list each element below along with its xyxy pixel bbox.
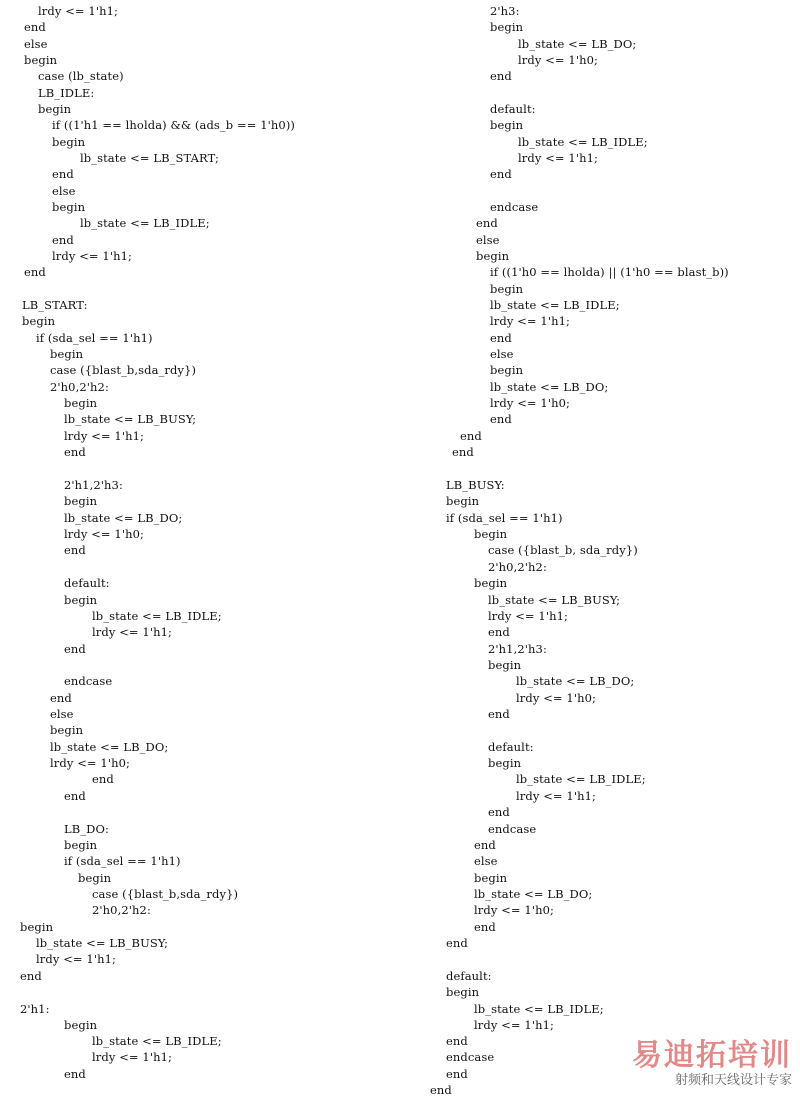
code-line: lb_state <= LB_IDLE; [80, 216, 210, 230]
code-line: else [52, 184, 76, 198]
code-line: lrdy <= 1'h1; [92, 1050, 172, 1064]
code-line: lrdy <= 1'h0; [64, 527, 144, 541]
code-line: 2'h1,2'h3: [64, 478, 123, 492]
code-line: default: [64, 576, 110, 590]
code-line: lb_state <= LB_IDLE; [518, 135, 648, 149]
code-line: begin [22, 314, 56, 328]
code-line: LB_BUSY: [446, 478, 505, 492]
code-line: LB_DO: [64, 822, 109, 836]
code-line: end [64, 642, 86, 656]
code-line: endcase [490, 200, 539, 214]
watermark-title: 易迪拓培训 [632, 1038, 792, 1073]
code-line: end [50, 691, 72, 705]
code-line: end [488, 707, 510, 721]
code-line: begin [52, 200, 86, 214]
code-line: lrdy <= 1'h1; [64, 429, 144, 443]
code-line: begin [474, 576, 508, 590]
code-line: else [24, 37, 48, 51]
code-line: case (lb_state) [38, 69, 124, 83]
code-line: begin [490, 20, 524, 34]
code-line: default: [488, 740, 534, 754]
code-line: lrdy <= 1'h0; [474, 903, 554, 917]
code-line: lb_state <= LB_DO; [50, 740, 169, 754]
code-line: end [92, 772, 114, 786]
code-line: end [490, 167, 512, 181]
code-line: end [488, 805, 510, 819]
code-line: lrdy <= 1'h1; [488, 609, 568, 623]
code-line: begin [24, 53, 58, 67]
code-line: begin [446, 985, 480, 999]
code-line: begin [52, 135, 86, 149]
code-line: lrdy <= 1'h1; [52, 249, 132, 263]
code-line: 2'h1,2'h3: [488, 642, 547, 656]
code-line: end [446, 1067, 468, 1081]
code-line: begin [488, 756, 522, 770]
code-line: end [474, 838, 496, 852]
code-line: 2'h1: [20, 1002, 50, 1016]
code-line: if (sda_sel == 1'h1) [36, 331, 153, 345]
code-line: begin [38, 102, 72, 116]
code-line: begin [64, 593, 98, 607]
watermark-logo [622, 1039, 792, 1099]
code-line: end [20, 969, 42, 983]
code-line: lb_state <= LB_BUSY; [64, 412, 197, 426]
code-line: lb_state <= LB_BUSY; [36, 936, 169, 950]
code-line: lb_state <= LB_DO; [518, 37, 637, 51]
code-line: lb_state <= LB_IDLE; [92, 1034, 222, 1048]
code-line: end [488, 625, 510, 639]
code-line: else [474, 854, 498, 868]
watermark-subtitle: 射频和天线设计专家 [674, 1073, 792, 1088]
code-line: begin [64, 396, 98, 410]
code-line: begin [474, 527, 508, 541]
code-line: begin [474, 871, 508, 885]
code-line: if (sda_sel == 1'h1) [446, 511, 563, 525]
code-line: lb_state <= LB_START; [80, 151, 219, 165]
code-line: endcase [64, 674, 113, 688]
code-line: else [50, 707, 74, 721]
code-line: begin [476, 249, 510, 263]
code-line: lb_state <= LB_IDLE; [474, 1002, 604, 1016]
code-line: lrdy <= 1'h0; [516, 691, 596, 705]
code-line: begin [64, 838, 98, 852]
code-line: else [490, 347, 514, 361]
code-line: end [430, 1083, 452, 1097]
code-line: begin [64, 1018, 98, 1032]
code-line: if ((1'h1 == lholda) && (ads_b == 1'h0)) [52, 118, 295, 132]
code-line: if (sda_sel == 1'h1) [64, 854, 181, 868]
code-line: begin [64, 494, 98, 508]
code-line: lb_state <= LB_DO; [490, 380, 609, 394]
code-line: lb_state <= LB_DO; [516, 674, 635, 688]
code-line: begin [490, 363, 524, 377]
code-line: case ({blast_b, sda_rdy}) [488, 543, 638, 557]
code-line: case ({blast_b,sda_rdy}) [92, 887, 239, 901]
code-line: default: [446, 969, 492, 983]
code-line: lb_state <= LB_IDLE; [516, 772, 646, 786]
code-line: lrdy <= 1'h1; [38, 4, 118, 18]
code-line: end [490, 331, 512, 345]
code-line: lrdy <= 1'h1; [92, 625, 172, 639]
code-line: lrdy <= 1'h1; [518, 151, 598, 165]
code-line: LB_IDLE: [38, 86, 95, 100]
code-line: lrdy <= 1'h1; [516, 789, 596, 803]
code-line: end [490, 412, 512, 426]
code-line: lb_state <= LB_DO; [64, 511, 183, 525]
code-line: end [460, 429, 482, 443]
code-line: LB_START: [22, 298, 88, 312]
code-line: end [446, 1034, 468, 1048]
code-line: begin [20, 920, 54, 934]
code-line: begin [78, 871, 112, 885]
code-line: end [52, 233, 74, 247]
code-line: end [64, 1067, 86, 1081]
code-line: lrdy <= 1'h1; [36, 952, 116, 966]
code-line: lb_state <= LB_BUSY; [488, 593, 621, 607]
code-line: end [64, 789, 86, 803]
code-line: end [474, 920, 496, 934]
code-line: 2'h3: [490, 4, 520, 18]
code-line: 2'h0,2'h2: [92, 903, 151, 917]
code-line: lrdy <= 1'h0; [490, 396, 570, 410]
code-line: lrdy <= 1'h0; [518, 53, 598, 67]
code-line: endcase [488, 822, 537, 836]
code-line: else [476, 233, 500, 247]
code-line: end [24, 265, 46, 279]
code-line: begin [488, 658, 522, 672]
code-line: begin [490, 282, 524, 296]
code-line: end [64, 543, 86, 557]
code-line: begin [50, 347, 84, 361]
code-line: begin [50, 723, 84, 737]
code-line: end [476, 216, 498, 230]
code-line: endcase [446, 1050, 495, 1064]
code-line: lrdy <= 1'h1; [474, 1018, 554, 1032]
code-line: begin [446, 494, 480, 508]
code-line: end [490, 69, 512, 83]
code-line: case ({blast_b,sda_rdy}) [50, 363, 197, 377]
code-line: if ((1'h0 == lholda) || (1'h0 == blast_b)) [490, 265, 729, 279]
code-line: end [64, 445, 86, 459]
code-line: end [446, 936, 468, 950]
code-line: end [24, 20, 46, 34]
code-line: end [52, 167, 74, 181]
code-line: lb_state <= LB_IDLE; [490, 298, 620, 312]
code-line: begin [490, 118, 524, 132]
code-line: lrdy <= 1'h0; [50, 756, 130, 770]
code-line: 2'h0,2'h2: [488, 560, 547, 574]
code-line: lb_state <= LB_IDLE; [92, 609, 222, 623]
code-line: lb_state <= LB_DO; [474, 887, 593, 901]
code-line: default: [490, 102, 536, 116]
code-line: end [452, 445, 474, 459]
code-line: 2'h0,2'h2: [50, 380, 109, 394]
code-line: lrdy <= 1'h1; [490, 314, 570, 328]
